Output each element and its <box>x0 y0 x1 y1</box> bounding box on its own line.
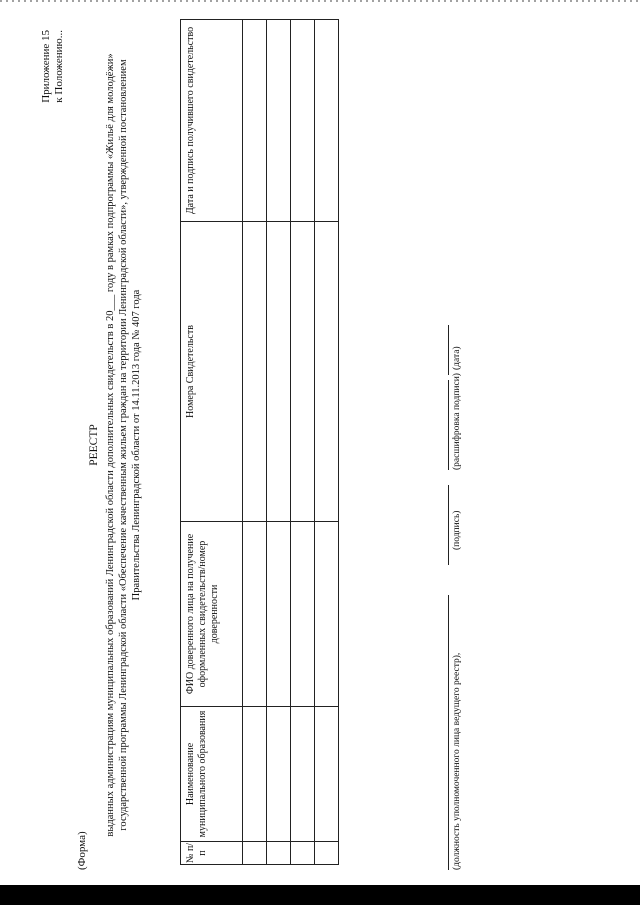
table-cell <box>291 522 315 707</box>
table-cell <box>267 707 291 842</box>
intro-line-3: Правительства Ленинградской области от 14.11.2013 года № 407 года <box>131 289 142 601</box>
decoding-line <box>440 380 449 470</box>
scan-bottom-border <box>0 885 640 905</box>
table-cell <box>315 522 339 707</box>
date-line <box>440 325 449 375</box>
table-row <box>267 20 291 865</box>
position-line <box>440 595 449 870</box>
registry-table <box>180 19 339 865</box>
table-cell <box>243 842 267 865</box>
table-cell <box>243 522 267 707</box>
header-number: № п/п <box>181 842 243 865</box>
header-trusted-person: ФИО доверенного лица на получение оформленных свидетельств/номер доверенности <box>181 522 243 707</box>
signature-caption: (подпись) <box>452 510 462 550</box>
table-header-row <box>181 20 243 865</box>
table-cell <box>267 20 291 222</box>
table-cell <box>291 842 315 865</box>
decoding-caption: (расшифровка подписи) <box>452 373 462 470</box>
intro-line-1: выданных администрациям муниципальных образований Ленинградской области дополнительных свидетельств в 20___ году в рамках подпрограммы «Жильё для молодёжи» <box>105 53 116 837</box>
appendix-note <box>40 30 66 103</box>
document-intro <box>104 35 143 855</box>
date-caption: (дата) <box>452 346 462 370</box>
table-cell <box>315 707 339 842</box>
table-row <box>291 20 315 865</box>
table-cell <box>291 222 315 522</box>
table-cell <box>243 707 267 842</box>
signature-block <box>440 20 480 870</box>
signature-line <box>440 485 449 565</box>
table-cell <box>291 707 315 842</box>
table-cell <box>267 842 291 865</box>
table-cell <box>315 222 339 522</box>
table-body <box>243 20 339 865</box>
intro-line-2: государственной программы Ленинградской области «Обеспечение качественным жильем граждан на территории Ленинградской области», утвержденной постановлением <box>118 59 129 831</box>
table-cell <box>267 522 291 707</box>
form-label: (Форма) <box>76 831 88 870</box>
header-date-signature: Дата и подпись получившего свидетельство <box>181 20 243 222</box>
scan-top-edge <box>0 0 640 2</box>
appendix-line-2: к Положению... <box>53 30 65 103</box>
appendix-line-1: Приложение 15 <box>40 30 52 103</box>
table-cell <box>291 20 315 222</box>
table-cell <box>243 222 267 522</box>
table-cell <box>267 222 291 522</box>
table-cell <box>315 20 339 222</box>
table-row <box>315 20 339 865</box>
table-row <box>243 20 267 865</box>
rotated-document-page <box>20 15 620 875</box>
header-certificate-numbers: Номера Свидетельств <box>181 222 243 522</box>
position-caption: (должность уполномоченного лица ведущего реестр), <box>452 652 462 870</box>
header-municipality: Наименование муниципального образования <box>181 707 243 842</box>
table-cell <box>315 842 339 865</box>
document-title: РЕЕСТР <box>88 424 100 466</box>
table-cell <box>243 20 267 222</box>
